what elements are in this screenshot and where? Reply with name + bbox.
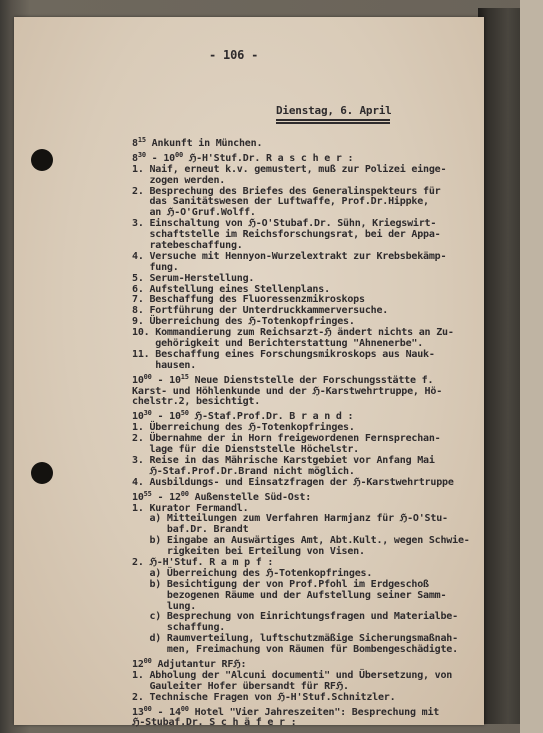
document-line: 6. Aufstellung eines Stellenplans. (132, 283, 330, 295)
document-line: zogen werden. (132, 174, 226, 186)
document-line: b) Eingabe an Auswärtiges Amt, Abt.Kult., wegen Schwie- (132, 535, 470, 547)
document-line: chelstr.2, besichtigt. (132, 396, 261, 408)
document-line: 5. Serum-Herstellung. (132, 272, 255, 284)
time-minutes: 50 (180, 409, 189, 418)
document-line: c) Besprechung von Einrichtungsfragen und Materialbe- (132, 611, 458, 623)
document-line: ℌ-Stubaf.Dr. S c h ä f e r : (132, 717, 297, 729)
document-content (14, 17, 484, 729)
document-line: ratebeschaffung. (132, 240, 243, 252)
document-line: schaftstelle im Reichsforschungsrat, bei der Appa- (132, 229, 441, 241)
time-minutes: 00 (143, 656, 152, 665)
document-line: 1. Überreichung des ℌ-Totenkopfringes. (132, 422, 355, 434)
date-underline (276, 119, 390, 121)
document-line: gehörigkeit und Berichterstattung "Ahnenerbe". (132, 338, 424, 350)
document-line: Gauleiter Hofer übersandt für RFℌ. (132, 680, 349, 692)
document-line: lung. (132, 600, 197, 612)
document-line: ℌ-Staf.Prof.Dr.Brand nicht möglich. (132, 465, 355, 477)
time-minutes: 00 (174, 150, 183, 159)
document-line: $8^{15}$ Ankunft in München. (132, 136, 263, 149)
document-line: das Sanitätswesen der Luftwaffe, Prof.Dr.Hippke, (132, 196, 429, 208)
document-line: schaffung. (132, 622, 226, 634)
document-line: bezogenen Räume und der Aufstellung seiner Samm- (132, 589, 447, 601)
time-minutes: 30 (137, 150, 146, 159)
document-line: $10^{00} - 10^{15}$ Neue Dienststelle der Forschungsstätte f. (132, 372, 434, 386)
page-date: Dienstag, 6. April (276, 104, 392, 117)
date-underline-2 (276, 122, 390, 124)
document-line: $13^{00} - 14^{00}$ Hotel "Vier Jahreszeiten": Besprechung mit (132, 704, 440, 718)
document-line: 11. Beschaffung eines Forschungsmikroskops aus Nauk- (132, 348, 435, 360)
document-line: 1. Kurator Fermandl. (132, 502, 249, 514)
time-minutes: 00 (180, 704, 189, 713)
time-minutes: 00 (180, 489, 189, 498)
page-number: - 106 - (209, 48, 259, 62)
document-line: 9. Überreichung des ℌ-Totenkopfringes. (132, 316, 355, 328)
document-line: $10^{30} - 10^{50}$ ℌ-Staf.Prof.Dr. B r a n d : (132, 409, 354, 423)
document-line: d) Raumverteilung, luftschutzmäßige Sicherungsmaßnah- (132, 633, 458, 645)
document-line: 7. Beschaffung des Fluoressenzmikroskops (132, 294, 365, 306)
scanner-edge-strip (520, 0, 543, 733)
document-line: 1. Naif, erneut k.v. gemustert, muß zur Polizei einge- (132, 163, 447, 175)
document-line: Karst- und Höhlenkunde und der ℌ-Karstwehrtruppe, Hö- (132, 385, 443, 397)
document-line: 2. Technische Fragen von ℌ-H'Stuf.Schnitzler. (132, 691, 396, 703)
page-shadow-edge (478, 8, 520, 724)
punch-hole-bottom (31, 462, 53, 484)
document-page (14, 17, 484, 729)
document-line: $10^{55} - 12^{00}$ Außenstelle Süd-Ost: (132, 489, 312, 503)
document-line: $8^{30} - 10^{00}$ ℌ-H'Stuf.Dr. R a s c h e r : (132, 150, 354, 164)
document-line: a) Mitteilungen zum Verfahren Harmjanz für ℌ-O'Stu- (132, 513, 448, 525)
document-line: a) Überreichung des ℌ-Totenkopfringes. (132, 567, 373, 579)
time-minutes: 55 (143, 489, 152, 498)
time-minutes: 00 (143, 704, 152, 713)
document-line: 8. Fortführung der Unterdruckkammerversuche. (132, 305, 389, 317)
document-line: men, Freimachung von Räumen für Bombengeschädigte. (132, 644, 458, 656)
document-line: rigkeiten bei Erteilung von Visen. (132, 546, 365, 558)
document-line: 1. Abholung der "Alcuni documenti" und Übersetzung, von (132, 669, 453, 681)
document-line: baf.Dr. Brandt (132, 524, 249, 536)
document-line: an ℌ-O'Gruf.Wolff. (132, 207, 256, 219)
document-line: 4. Ausbildungs- und Einsatzfragen der ℌ-Karstwehrtruppe (132, 476, 454, 488)
punch-hole-top (31, 149, 53, 171)
document-line: 2. ℌ-H'Stuf. R a m p f : (132, 556, 274, 568)
document-line: hausen. (132, 359, 197, 371)
time-minutes: 30 (143, 409, 152, 418)
time-minutes: 15 (137, 136, 146, 144)
document-line: 2. Übernahme der in Horn freigewordenen Fernsprechan- (132, 433, 441, 445)
document-line: 3. Reise in das Mährische Karstgebiet vor Anfang Mai (132, 454, 435, 466)
diary-entries (132, 136, 480, 729)
time-minutes: 00 (143, 372, 152, 381)
document-line: 10. Kommandierung zum Reichsarzt-ℌ ändert nichts an Zu- (132, 327, 454, 339)
document-line: lage für die Dienststelle Höchelstr. (132, 444, 359, 456)
document-line: b) Besichtigung der von Prof.Pfohl im Erdgeschoß (132, 578, 429, 590)
time-minutes: 15 (180, 372, 189, 381)
document-line: 2. Besprechung des Briefes des Generalinspekteurs für (132, 185, 441, 197)
document-line: 3. Einschaltung von ℌ-O'Stubaf.Dr. Sühn, Kriegswirt- (132, 218, 437, 230)
document-line: fung. (132, 261, 179, 273)
document-line: 4. Versuche mit Hennyon-Wurzelextrakt zur Krebsbekämp- (132, 250, 447, 262)
document-line: $12^{00}$ Adjutantur RFℌ: (132, 656, 247, 670)
